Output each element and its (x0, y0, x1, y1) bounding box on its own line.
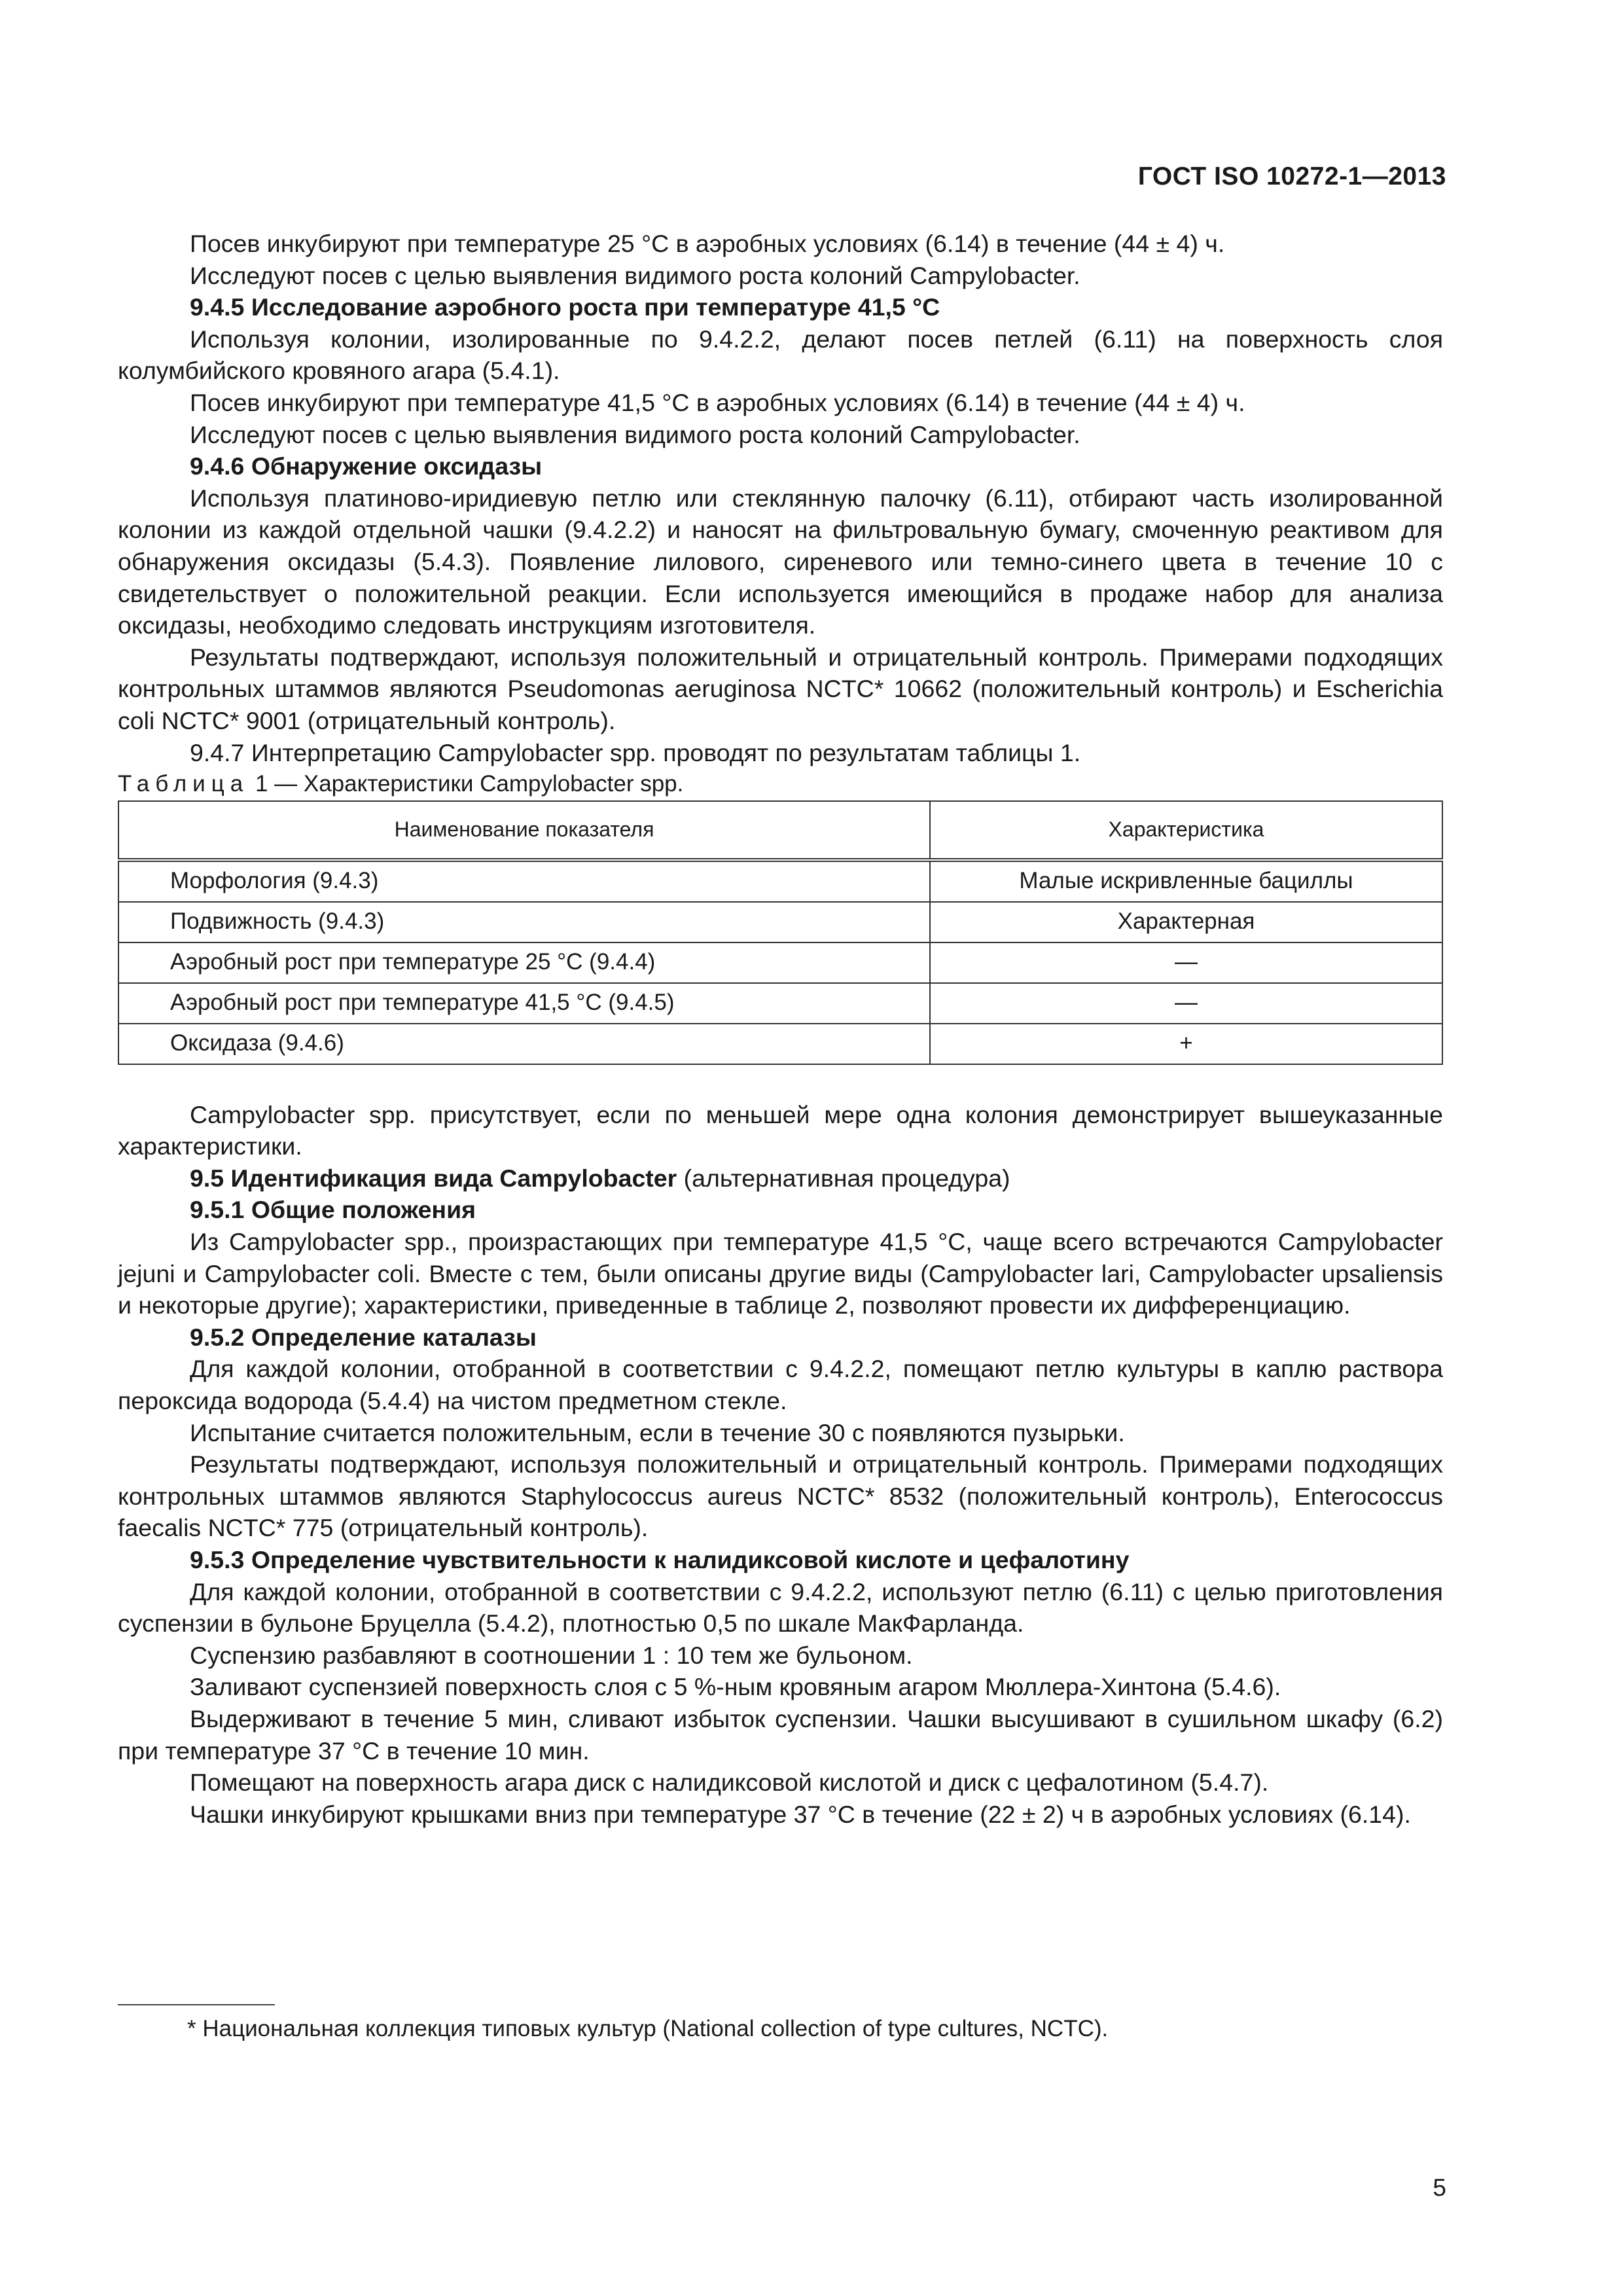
paragraph: Заливают суспензией поверхность слоя с 5 %-ным кровяным агаром Мюллера-Хинтона (5.4.6). (190, 1673, 1281, 1701)
table-row (118, 983, 1442, 1024)
section-heading-9-4-6: 9.4.6 Обнаружение оксидазы (190, 452, 543, 480)
section-heading-9-5-1: 9.5.1 Общие положения (190, 1196, 476, 1224)
paragraph: Используя колонии, изолированные по 9.4.2.2, делают посев петлей (6.11) на поверхность слоя колумбийского кровяного агара (5.4.1). (118, 325, 1443, 385)
page-number: 5 (1433, 2174, 1446, 2201)
table-caption-text: 1 — Характеристики Campylobacter spp. (249, 771, 684, 797)
section-heading-9-5-3: 9.5.3 Определение чувствительности к налидиксовой кислоте и цефалотину (190, 1546, 1130, 1573)
section-heading-9-5 (118, 1162, 1443, 1194)
paragraph: Посев инкубируют при температуре 25 °С в аэробных условиях (6.14) в течение (44 ± 4) ч. (190, 230, 1225, 257)
paragraph: Исследуют посев с целью выявления видимого роста колоний Campylobacter. (190, 261, 1080, 289)
paragraph: Чашки инкубируют крышками вниз при температуре 37 °С в течение (22 ± 2) ч в аэробных условиях (6.14). (190, 1800, 1411, 1828)
table-row (118, 1024, 1442, 1064)
paragraph: Из Campylobacter spp., произрастающих при температуре 41,5 °С, чаще всего встречаются Campylobacter jejuni и Campylobacter coli. Вместе с тем, были описаны другие виды (Campylobacter lari, Campylobacter upsaliensis и некоторые другие); характеристики, приведенные в таблице 2, позволяют провести их дифференциацию. (118, 1228, 1443, 1319)
column-header: Наименование показателя (118, 801, 930, 860)
paragraph: Испытание считается положительным, если в течение 30 с появляются пузырьки. (190, 1418, 1125, 1446)
paragraph: Результаты подтверждают, используя положительный и отрицательный контроль. Примерами подходящих контрольных штаммов являются Pseudomonas aeruginosa NCTC* 10662 (положительный контроль) и Escherichia coli NCTC* 9001 (отрицательный контроль). (118, 643, 1443, 734)
table-cell-name: Оксидаза (9.4.6) (118, 1024, 930, 1064)
paragraph: Помещают на поверхность агара диск с налидиксовой кислотой и диск с цефалотином (5.4.7). (190, 1768, 1269, 1797)
paragraph: Для каждой колонии, отобранной в соответствии с 9.4.2.2, помещают петлю культуры в каплю раствора пероксида водорода (5.4.4) на чистом предметном стекле. (118, 1355, 1443, 1415)
standard-code-header: ГОСТ ISO 10272-1—2013 (1137, 162, 1446, 190)
table-cell-value: — (930, 942, 1442, 983)
paragraph: Суспензию разбавляют в соотношении 1 : 10 тем же бульоном. (190, 1641, 913, 1669)
section-heading-9-5-bold: 9.5 Идентификация вида Campylobacter (190, 1164, 677, 1192)
paragraph: Выдерживают в течение 5 мин, сливают избыток суспензии. Чашки высушивают в сушильном шкафу (6.2) при температуре 37 °С в течение 10 мин. (118, 1704, 1443, 1765)
paragraph-9-4-7: 9.4.7 Интерпретацию Campylobacter spp. проводят по результатам таблицы 1. (190, 738, 1081, 766)
table-cell-name: Аэробный рост при температуре 41,5 °С (9.4.5) (118, 983, 930, 1024)
table-row (118, 860, 1442, 902)
paragraph: Используя платиново-иридиевую петлю или стеклянную палочку (6.11), отбирают часть изолированной колонии из каждой отдельной чашки (9.4.2.2) и наносят на фильтровальную бумагу, смоченную реактивом для обнаружения оксидазы (5.4.3). Появление лилового, сиреневого или темно-синего цвета в течение 10 с свидетельствует о положительной реакции. Если используется имеющийся в продаже набор для анализа оксидазы, необходимо следовать инструкциям изготовителя. (118, 484, 1443, 639)
paragraph: Посев инкубируют при температуре 41,5 °С в аэробных условиях (6.14) в течение (44 ± 4) ч. (190, 388, 1245, 416)
table-row (118, 902, 1442, 942)
section-heading-9-4-5: 9.4.5 Исследование аэробного роста при температуре 41,5 °С (190, 293, 940, 321)
table-cell-value: Малые искривленные бациллы (930, 860, 1442, 902)
table-cell-value: — (930, 983, 1442, 1024)
footnote-divider (118, 2004, 275, 2005)
table-caption-label: Таблица (118, 771, 249, 797)
paragraph: Для каждой колонии, отобранной в соответствии с 9.4.2.2, используют петлю (6.11) с целью приготовления суспензии в бульоне Бруцелла (5.4.2), плотностью 0,5 по шкале МакФарланда. (118, 1577, 1443, 1638)
footnote: * Национальная коллекция типовых культур (National collection of type cultures, NCTC). (187, 2016, 1109, 2041)
column-header: Характеристика (930, 801, 1442, 860)
table-cell-name: Подвижность (9.4.3) (118, 902, 930, 942)
paragraph: Результаты подтверждают, используя положительный и отрицательный контроль. Примерами подходящих контрольных штаммов являются Staphylococcus aureus NCTC* 8532 (положительный контроль), Enterococcus faecalis NCTC* 775 (отрицательный контроль). (118, 1450, 1443, 1542)
table-row (118, 942, 1442, 983)
characteristics-table (118, 800, 1443, 1065)
table-cell-value: + (930, 1024, 1442, 1064)
table-caption (118, 768, 1443, 800)
paragraph: Исследуют посев с целью выявления видимого роста колоний Campylobacter. (190, 420, 1080, 448)
table-header-row (118, 801, 1442, 860)
document-body (118, 228, 1443, 1830)
table-cell-name: Аэробный рост при температуре 25 °С (9.4.4) (118, 942, 930, 983)
table-cell-value: Характерная (930, 902, 1442, 942)
section-heading-9-5-note: (альтернативная процедура) (677, 1164, 1010, 1192)
table-cell-name: Морфология (9.4.3) (118, 860, 930, 902)
paragraph: Campylobacter spp. присутствует, если по меньшей мере одна колония демонстрирует вышеуказанные характеристики. (118, 1100, 1443, 1160)
section-heading-9-5-2: 9.5.2 Определение каталазы (190, 1323, 537, 1351)
